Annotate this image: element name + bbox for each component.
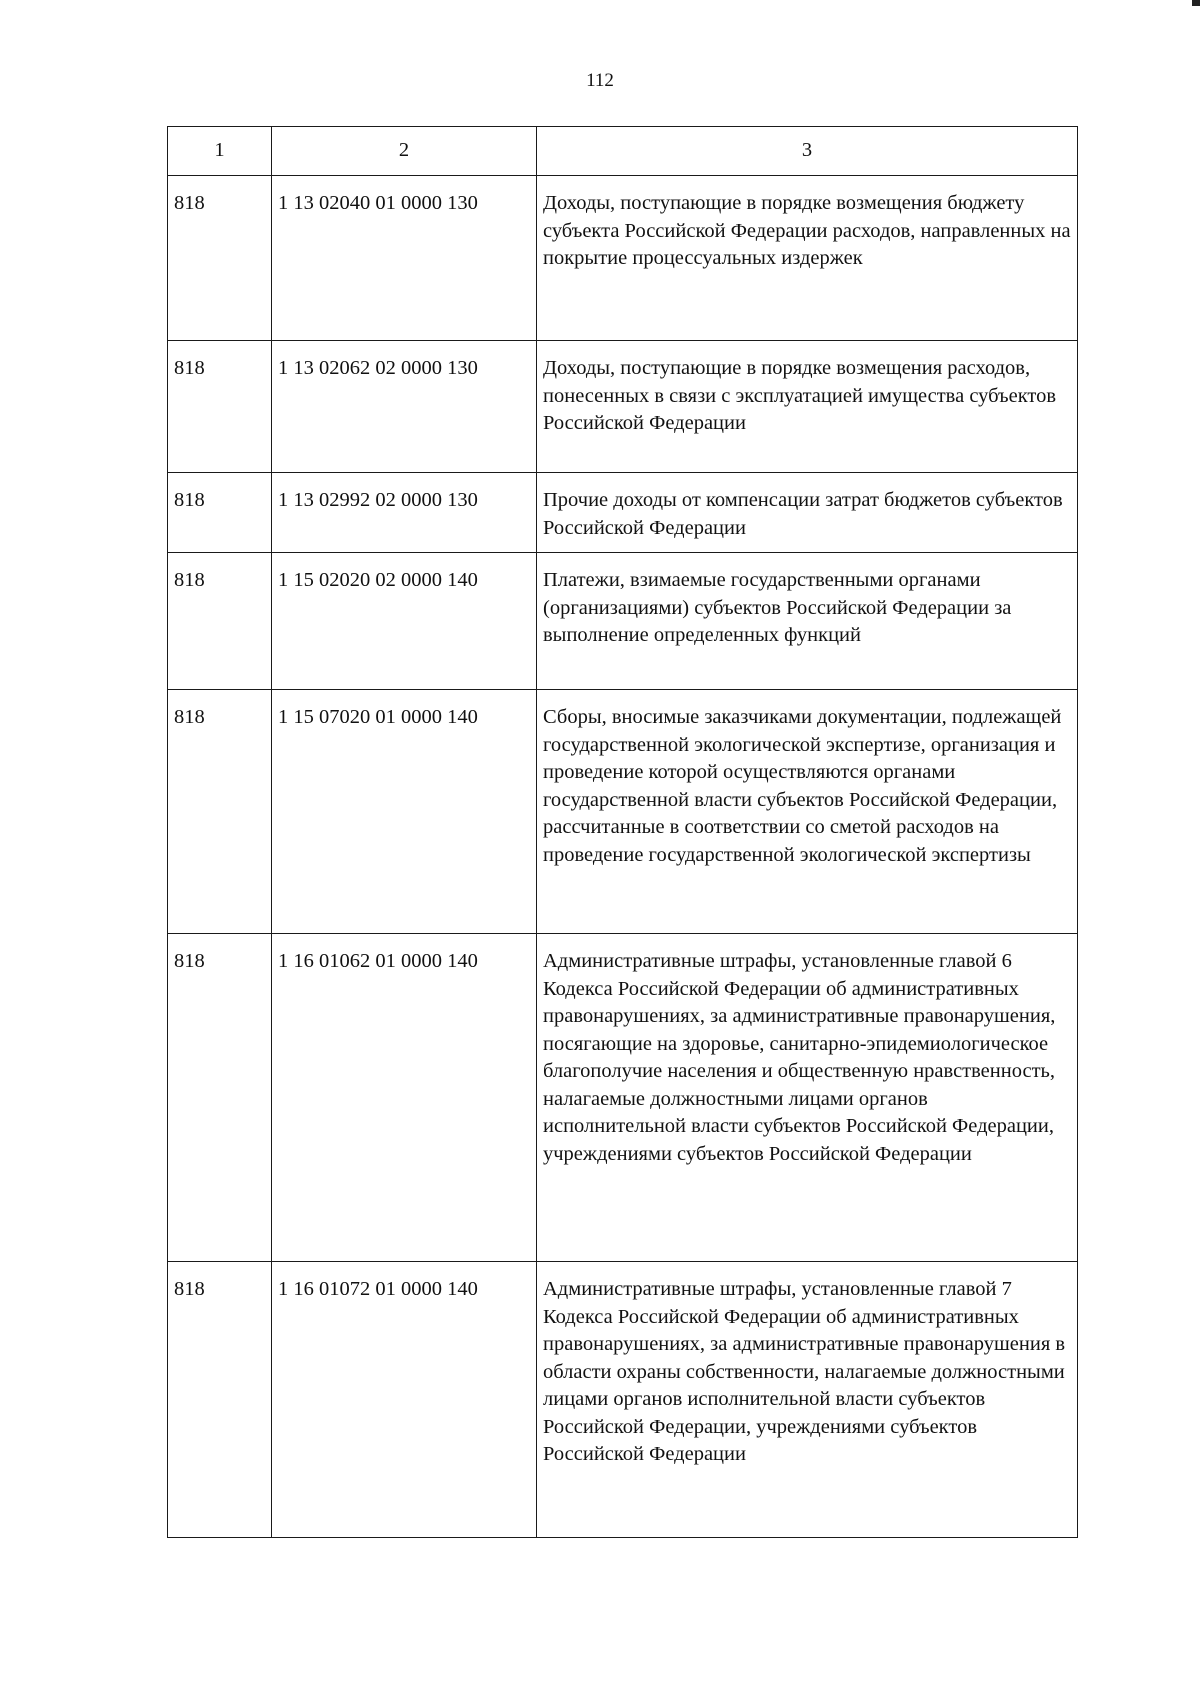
column-header-1: 1	[168, 127, 272, 176]
description-cell: Административные штрафы, установленные главой 6 Кодекса Российской Федерации об административных правонарушениях, за административные правонарушения, посягающие на здоровье, санитарно-эпидемиологическое благополучие населения и общественную нравственность, налагаемые должностными лицами органов исполнительной власти субъектов Российской Федерации, учреждениями субъектов Российской Федерации	[537, 934, 1078, 1262]
admin-code-cell: 818	[168, 690, 272, 934]
admin-code-cell: 818	[168, 341, 272, 473]
table-header-row	[168, 127, 1078, 176]
revenue-code-cell: 1 13 02062 02 0000 130	[272, 341, 537, 473]
column-header-3: 3	[537, 127, 1078, 176]
admin-code-cell: 818	[168, 934, 272, 1262]
revenue-code-cell: 1 13 02040 01 0000 130	[272, 176, 537, 341]
description-cell: Платежи, взимаемые государственными органами (организациями) субъектов Российской Федерации за выполнение определенных функций	[537, 553, 1078, 690]
table-row	[168, 176, 1078, 341]
description-cell: Сборы, вносимые заказчиками документации, подлежащей государственной экологической экспертизе, организация и проведение которой осуществляются органами государственной власти субъектов Российской Федерации, рассчитанные в соответствии со сметой расходов на проведение государственной экологической экспертизы	[537, 690, 1078, 934]
revenue-code-cell: 1 13 02992 02 0000 130	[272, 473, 537, 553]
table-row	[168, 1262, 1078, 1538]
admin-code-cell: 818	[168, 553, 272, 690]
admin-code-cell: 818	[168, 176, 272, 341]
admin-code-cell: 818	[168, 473, 272, 553]
revenue-code-cell: 1 15 02020 02 0000 140	[272, 553, 537, 690]
revenue-code-cell: 1 16 01062 01 0000 140	[272, 934, 537, 1262]
description-cell: Доходы, поступающие в порядке возмещения бюджету субъекта Российской Федерации расходов, направленных на покрытие процессуальных издержек	[537, 176, 1078, 341]
admin-code-cell: 818	[168, 1262, 272, 1538]
scan-corner-mark	[1192, 0, 1200, 6]
description-cell: Доходы, поступающие в порядке возмещения расходов, понесенных в связи с эксплуатацией имущества субъектов Российской Федерации	[537, 341, 1078, 473]
table-row	[168, 341, 1078, 473]
table-row	[168, 553, 1078, 690]
description-cell: Административные штрафы, установленные главой 7 Кодекса Российской Федерации об административных правонарушениях, за административные правонарушения в области охраны собственности, налагаемые должностными лицами органов исполнительной власти субъектов Российской Федерации, учреждениями субъектов Российской Федерации	[537, 1262, 1078, 1538]
revenue-code-cell: 1 15 07020 01 0000 140	[272, 690, 537, 934]
column-header-2: 2	[272, 127, 537, 176]
table-row	[168, 934, 1078, 1262]
revenue-codes-table	[167, 126, 1078, 1538]
page-number: 112	[586, 70, 614, 91]
table-row	[168, 473, 1078, 553]
revenue-code-cell: 1 16 01072 01 0000 140	[272, 1262, 537, 1538]
description-cell: Прочие доходы от компенсации затрат бюджетов субъектов Российской Федерации	[537, 473, 1078, 553]
table-row	[168, 690, 1078, 934]
